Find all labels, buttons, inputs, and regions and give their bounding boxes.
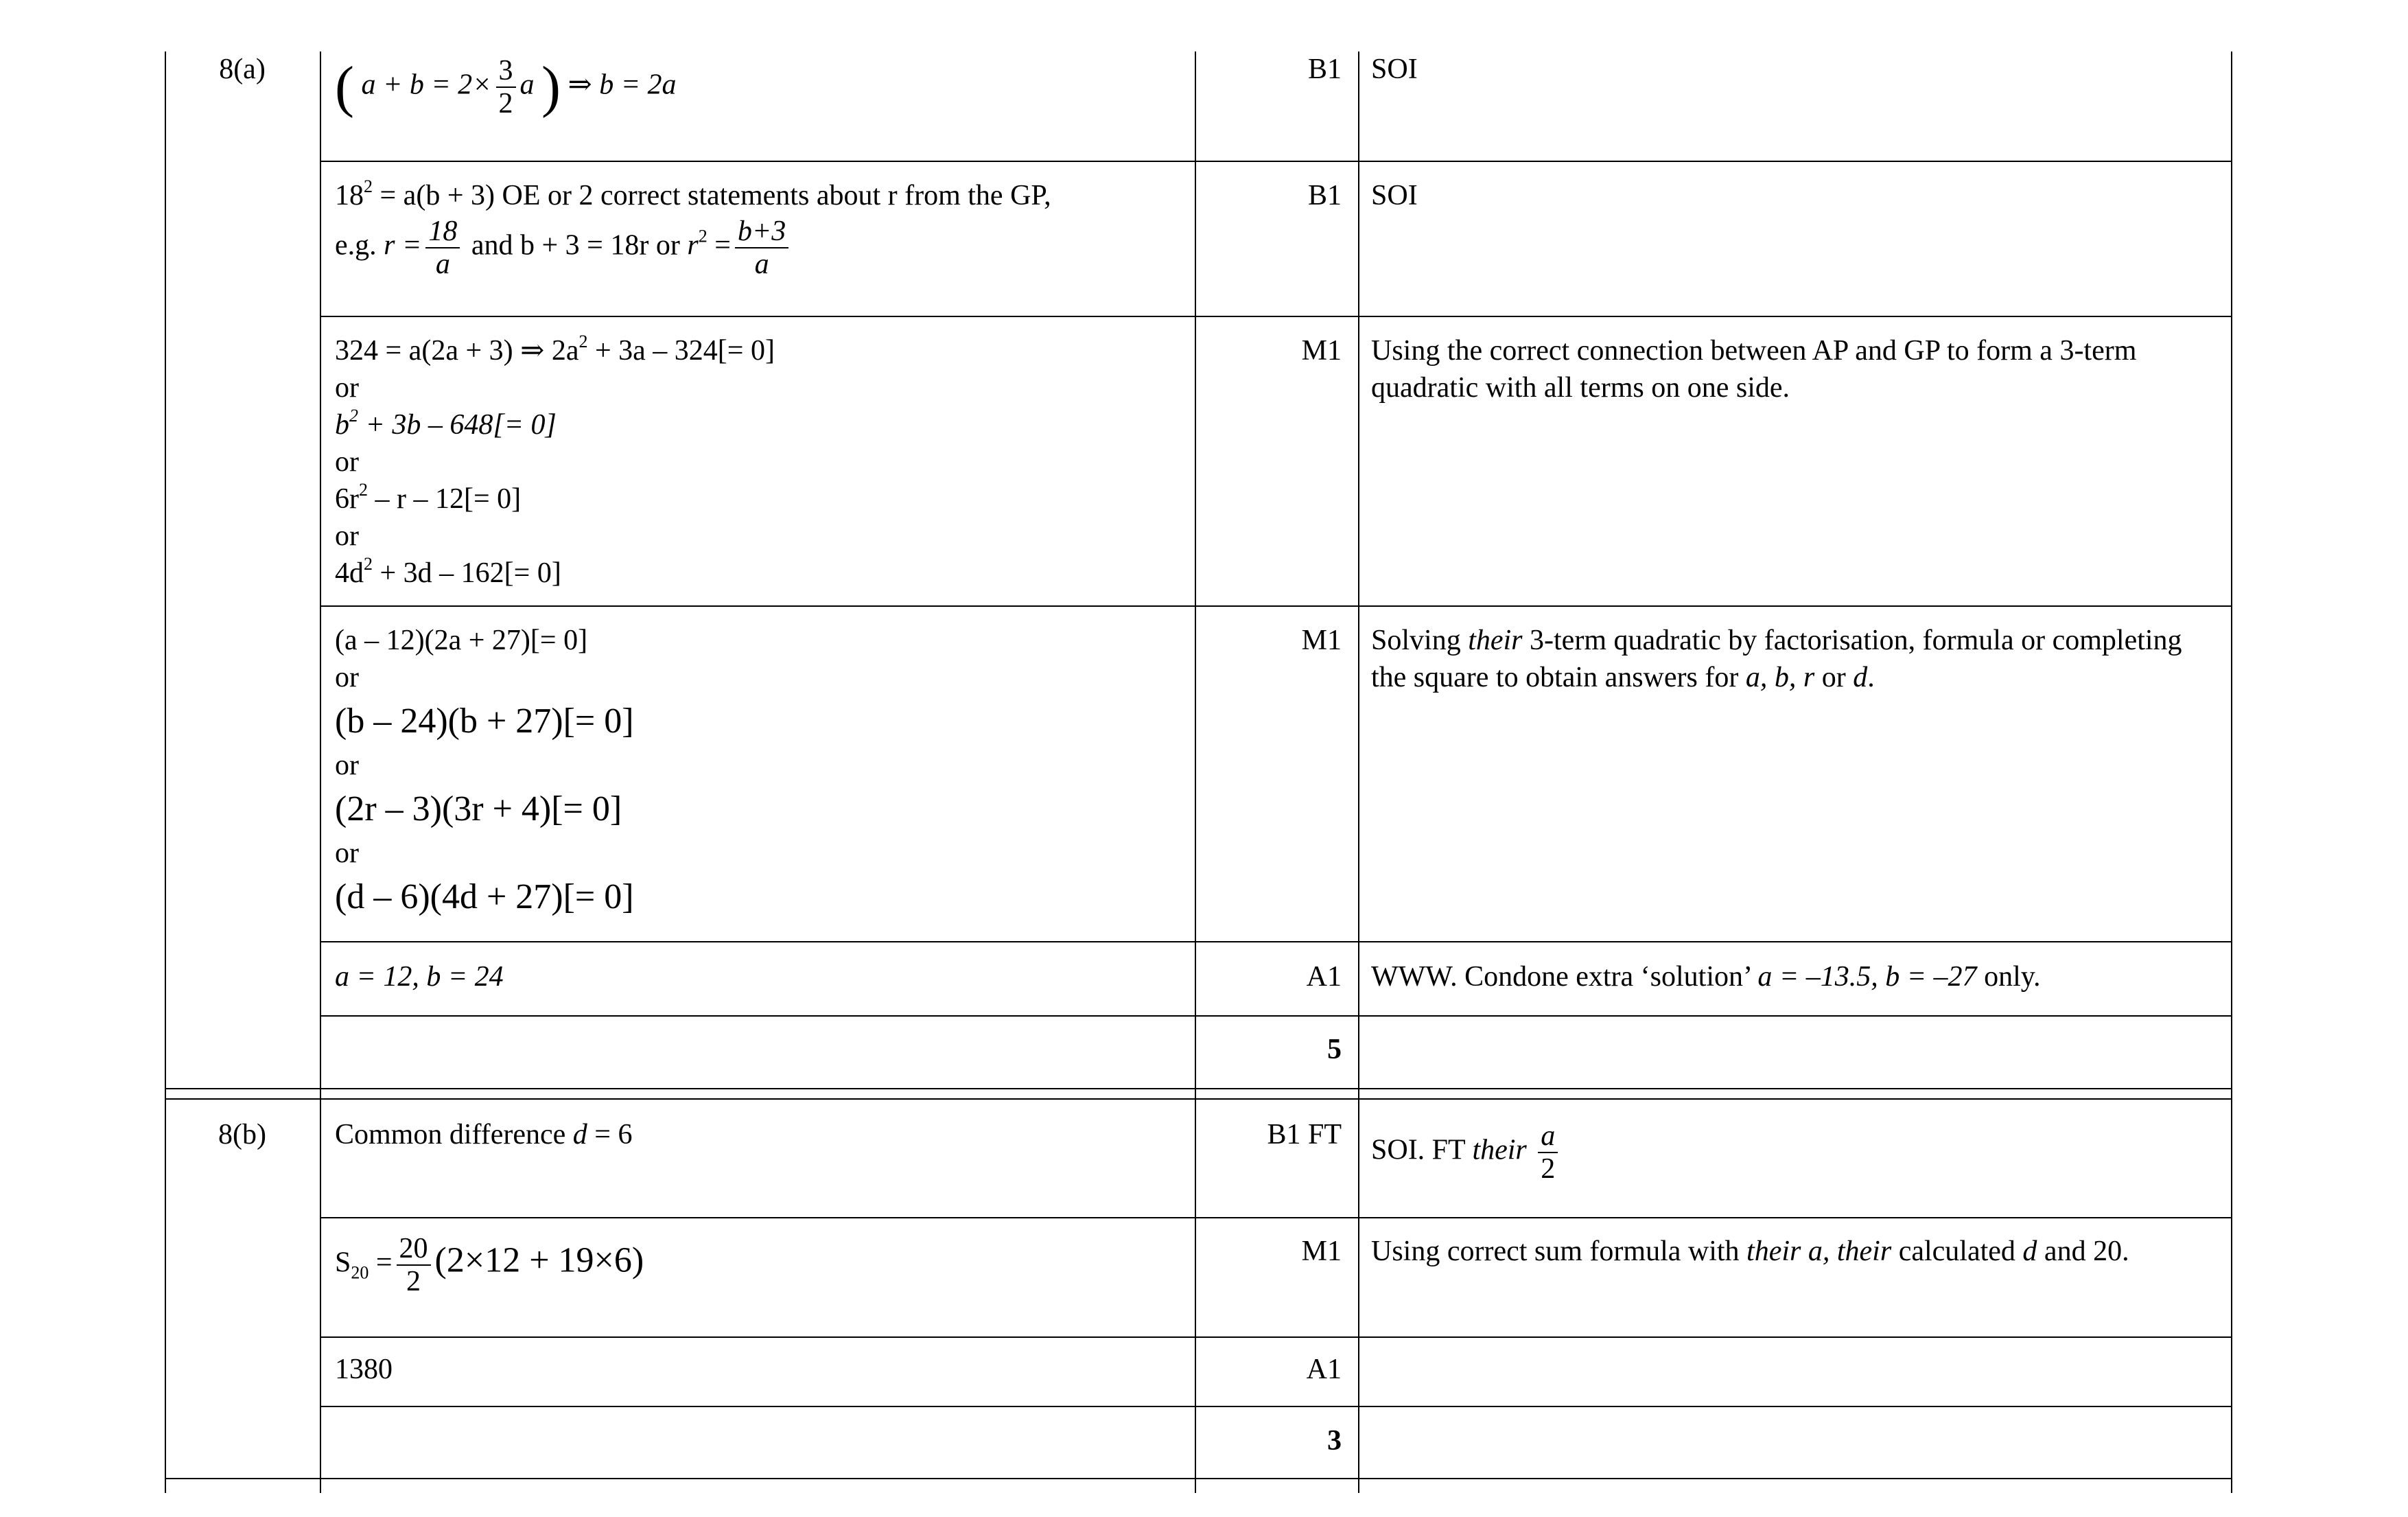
- mark-b-row3: A1: [1306, 1354, 1342, 1385]
- row-divider: [320, 316, 2232, 317]
- guidance-a-row1: SOI: [1371, 54, 1418, 85]
- mark-a-row2: B1: [1307, 180, 1342, 211]
- row-divider: [320, 1015, 2232, 1017]
- row-divider: [320, 605, 2232, 607]
- mark-a-row4: M1: [1301, 625, 1342, 656]
- answer-b-row3: 1380: [335, 1354, 393, 1385]
- row-divider: [320, 941, 2232, 942]
- question-label-8a: 8(a): [219, 54, 266, 85]
- answer-a-row2: $18^2 = a(b + 3)$ OE or 2 correct statements about r from the GP, e.g. r = $\frac{18}{a}$ and b + 3 = 18r or $r^2$ = $\frac{b+3}{a}$: [335, 176, 1051, 280]
- answer-a-row1: ( a + b = 2× $\frac{3}{2}$ a ) ⇒ b = 2a: [335, 55, 677, 119]
- guidance-b-row1: SOI. FT their $\frac{a}{2}$: [1371, 1120, 2222, 1185]
- answer-a-row5: a = 12, b = 24: [335, 961, 504, 993]
- guidance-a-row3: Using the correct connection between AP and GP to form a 3-term quadratic with all terms on one side.: [1371, 335, 2137, 404]
- row-divider: [320, 161, 2232, 162]
- question-label-8b: 8(b): [218, 1119, 266, 1150]
- mark-a-row5: A1: [1306, 961, 1342, 993]
- section-divider-top: [165, 1088, 2232, 1089]
- mark-total-a: 5: [1327, 1034, 1342, 1065]
- column-divider-answer: [320, 51, 321, 1493]
- mark-b-row1: B1 FT: [1267, 1119, 1342, 1150]
- answer-b-row2: $S_{20}$ = $\frac{20}{2}$ (2×12 + 19×6): [335, 1233, 644, 1297]
- outer-right-border: [2231, 51, 2232, 1493]
- mark-a-row1: B1: [1307, 54, 1342, 85]
- outer-left-border: [165, 51, 166, 1493]
- row-divider: [320, 1217, 2232, 1218]
- mark-b-row2: M1: [1301, 1236, 1342, 1267]
- bottom-border: [165, 1478, 2232, 1479]
- row-divider: [320, 1406, 2232, 1407]
- guidance-b-row2: Using correct sum formula with their a, their calculated d and 20.: [1371, 1236, 2129, 1267]
- answer-a-row3: 324 = a(2a + 3) ⇒ $2a^2 + 3a - 324[= 0]$ or $b^2 + 3b - 648[= 0]$ or $6r^2 - r - 12[= 0]$ or $4d^2 + 3d - 162[= 0]$: [335, 332, 775, 589]
- mark-total-b: 3: [1327, 1425, 1342, 1457]
- guidance-a-row5: WWW. Condone extra ‘solution’ a = –13.5, b = –27 only.: [1371, 961, 2041, 993]
- row-divider: [320, 1336, 2232, 1338]
- guidance-a-row2: SOI: [1371, 180, 1418, 211]
- mark-a-row3: M1: [1301, 335, 1342, 367]
- answer-b-row1: Common difference d = 6: [335, 1119, 633, 1150]
- column-divider-guidance: [1358, 51, 1359, 1493]
- answer-a-row4: (a – 12)(2a + 27)[= 0] or (b – 24)(b + 27)[= 0] or (2r – 3)(3r + 4)[= 0] or (d – 6)(4d + 27)[= 0]: [335, 625, 634, 916]
- column-divider-mark: [1195, 51, 1196, 1493]
- guidance-a-row4: Solving their 3-term quadratic by factorisation, formula or completing the square to obtain answers for a, b, r or d.: [1371, 625, 2182, 693]
- section-divider-bottom: [165, 1098, 2232, 1100]
